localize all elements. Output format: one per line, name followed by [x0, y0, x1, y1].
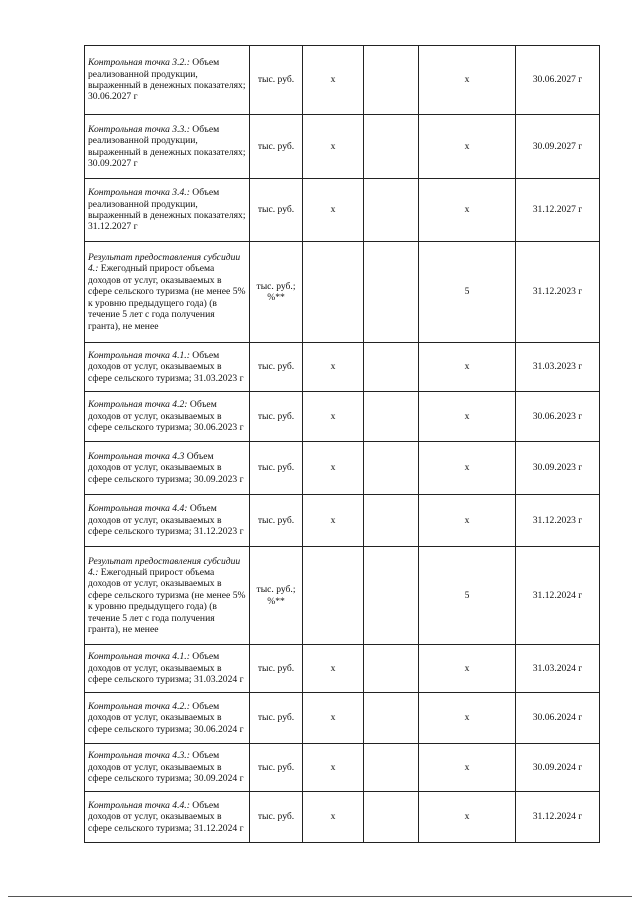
row-label: Контрольная точка 4.1.: — [88, 349, 190, 361]
date-cell: 30.06.2027 г — [516, 46, 600, 115]
value-cell-5: x — [419, 343, 516, 392]
row-text: Объем реализованной продукции, выраженный в денежных показателях; 31.12.2027 г — [88, 187, 246, 233]
date-cell: 30.09.2024 г — [516, 744, 600, 792]
row-description — [85, 792, 250, 843]
date-cell: 31.12.2024 г — [516, 792, 600, 843]
date-cell: 31.03.2023 г — [516, 343, 600, 392]
unit-cell: тыс. руб. — [250, 693, 303, 744]
row-label: Результат предоставления субсидии 4.: — [88, 252, 241, 275]
row-text: Объем доходов от услуг, оказываемых в сфере сельского туризма; 31.12.2023 г — [88, 503, 244, 538]
row-label: Контрольная точка 3.2.: — [88, 57, 190, 69]
value-cell-5: x — [419, 392, 516, 442]
table-row — [85, 115, 600, 179]
value-cell-4 — [364, 792, 419, 843]
row-label: Контрольная точка 4.1.: — [88, 651, 190, 663]
table-row — [85, 242, 600, 343]
row-text: Объем реализованной продукции, выраженный в денежных показателях; 30.06.2027 г — [88, 57, 246, 103]
table-row — [85, 179, 600, 242]
unit-cell: тыс. руб. — [250, 645, 303, 693]
table-row — [85, 792, 600, 843]
footer-divider — [8, 896, 632, 897]
row-label: Контрольная точка 3.3.: — [88, 123, 190, 135]
value-cell-5: x — [419, 179, 516, 242]
row-text: Объем доходов от услуг, оказываемых в сфере сельского туризма; 31.03.2023 г — [88, 349, 244, 384]
unit-cell: тыс. руб. — [250, 343, 303, 392]
row-text: Объем доходов от услуг, оказываемых в сфере сельского туризма; 30.06.2023 г — [88, 399, 244, 434]
table-row — [85, 744, 600, 792]
value-cell-3: x — [303, 744, 364, 792]
row-text: Объем доходов от услуг, оказываемых в сфере сельского туризма; 30.09.2023 г — [88, 450, 244, 485]
date-cell: 31.12.2024 г — [516, 547, 600, 645]
date-cell: 30.09.2023 г — [516, 442, 600, 495]
row-label: Контрольная точка 4.4.: — [88, 799, 190, 811]
row-label: Контрольная точка 4.2.: — [88, 700, 190, 712]
unit-cell: тыс. руб. — [250, 744, 303, 792]
row-label: Контрольная точка 4.2: — [88, 399, 188, 411]
table-row — [85, 392, 600, 442]
value-cell-5: x — [419, 115, 516, 179]
date-cell: 31.03.2024 г — [516, 645, 600, 693]
value-cell-5: x — [419, 495, 516, 547]
value-cell-5: 5 — [419, 547, 516, 645]
table-row — [85, 645, 600, 693]
row-text: Объем доходов от услуг, оказываемых в сфере сельского туризма; 30.06.2024 г — [88, 700, 244, 735]
value-cell-5: 5 — [419, 242, 516, 343]
row-text: Объем доходов от услуг, оказываемых в сфере сельского туризма; 31.12.2024 г — [88, 799, 244, 834]
value-cell-3: x — [303, 792, 364, 843]
value-cell-4 — [364, 115, 419, 179]
date-cell: 30.06.2024 г — [516, 693, 600, 744]
unit-cell: тыс. руб. — [250, 792, 303, 843]
unit-cell: тыс. руб. — [250, 392, 303, 442]
row-label: Результат предоставления субсидии 4.: — [88, 555, 241, 578]
row-label: Контрольная точка 4.3 — [88, 450, 185, 462]
table-row — [85, 693, 600, 744]
date-cell: 30.06.2023 г — [516, 392, 600, 442]
unit-cell: тыс. руб. — [250, 115, 303, 179]
row-description — [85, 179, 250, 242]
value-cell-3 — [303, 547, 364, 645]
row-text: Объем доходов от услуг, оказываемых в сфере сельского туризма; 31.03.2024 г — [88, 651, 244, 686]
date-cell: 31.12.2027 г — [516, 179, 600, 242]
row-label: Контрольная точка 3.4.: — [88, 187, 190, 199]
row-text: Ежегодный прирост объема доходов от услуг, оказываемых в сфере сельского туризма (не менее 5% к уровню предыдущего года) (в течение 5 лет с года получения гранта), не менее — [88, 566, 246, 636]
date-cell: 31.12.2023 г — [516, 495, 600, 547]
row-label: Контрольная точка 4.4: — [88, 503, 188, 515]
value-cell-3: x — [303, 693, 364, 744]
table-row — [85, 547, 600, 645]
value-cell-3: x — [303, 645, 364, 693]
value-cell-4 — [364, 46, 419, 115]
value-cell-5: x — [419, 645, 516, 693]
unit-cell: тыс. руб. — [250, 442, 303, 495]
value-cell-4 — [364, 343, 419, 392]
row-description — [85, 744, 250, 792]
results-table — [84, 45, 600, 843]
row-description — [85, 547, 250, 645]
unit-cell: тыс. руб. — [250, 46, 303, 115]
value-cell-5: x — [419, 792, 516, 843]
value-cell-4 — [364, 693, 419, 744]
row-description — [85, 46, 250, 115]
unit-cell: тыс. руб. — [250, 495, 303, 547]
value-cell-4 — [364, 442, 419, 495]
value-cell-4 — [364, 744, 419, 792]
value-cell-3 — [303, 242, 364, 343]
row-description — [85, 693, 250, 744]
row-description — [85, 495, 250, 547]
value-cell-4 — [364, 547, 419, 645]
unit-cell: тыс. руб.; %** — [250, 242, 303, 343]
value-cell-3: x — [303, 442, 364, 495]
value-cell-5: x — [419, 46, 516, 115]
row-text: Ежегодный прирост объема доходов от услуг, оказываемых в сфере сельского туризма (не менее 5% к уровню предыдущего года) (в течение 5 лет с года получения гранта), не менее — [88, 263, 246, 332]
table-row — [85, 343, 600, 392]
row-description — [85, 442, 250, 495]
value-cell-3: x — [303, 46, 364, 115]
value-cell-4 — [364, 495, 419, 547]
row-label: Контрольная точка 4.3.: — [88, 750, 190, 762]
row-description — [85, 115, 250, 179]
table-row — [85, 46, 600, 115]
value-cell-3: x — [303, 495, 364, 547]
unit-cell: тыс. руб. — [250, 179, 303, 242]
row-text: Объем доходов от услуг, оказываемых в сфере сельского туризма; 30.09.2024 г — [88, 750, 244, 785]
row-description — [85, 392, 250, 442]
table-row — [85, 495, 600, 547]
row-description — [85, 242, 250, 343]
value-cell-3: x — [303, 115, 364, 179]
results-table-body — [85, 46, 600, 843]
value-cell-3: x — [303, 179, 364, 242]
date-cell: 30.09.2027 г — [516, 115, 600, 179]
value-cell-5: x — [419, 744, 516, 792]
value-cell-5: x — [419, 442, 516, 495]
value-cell-4 — [364, 179, 419, 242]
value-cell-4 — [364, 242, 419, 343]
date-cell: 31.12.2023 г — [516, 242, 600, 343]
table-row — [85, 442, 600, 495]
row-description — [85, 645, 250, 693]
value-cell-3: x — [303, 392, 364, 442]
value-cell-4 — [364, 392, 419, 442]
value-cell-5: x — [419, 693, 516, 744]
value-cell-3: x — [303, 343, 364, 392]
row-text: Объем реализованной продукции, выраженный в денежных показателях; 30.09.2027 г — [88, 123, 246, 169]
unit-cell: тыс. руб.; %** — [250, 547, 303, 645]
row-description — [85, 343, 250, 392]
value-cell-4 — [364, 645, 419, 693]
